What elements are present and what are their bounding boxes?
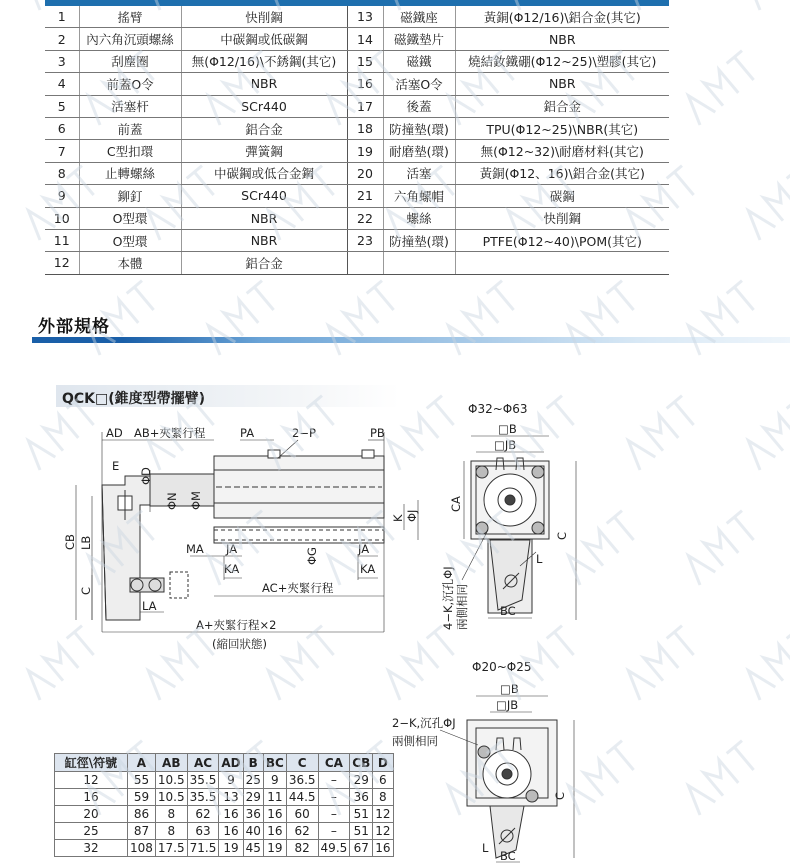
part-no: 9 bbox=[45, 185, 79, 207]
part-name-right: 防撞墊(環) bbox=[383, 117, 455, 139]
dim-ja2: JA bbox=[358, 542, 370, 556]
bore-range-small: Φ20~Φ25 bbox=[472, 660, 532, 674]
both-sides-note: 兩側相同 bbox=[455, 584, 469, 630]
dimension-value-cell: 63 bbox=[187, 823, 219, 840]
part-name: 本體 bbox=[79, 252, 181, 274]
part-name-right: 磁鐵座 bbox=[383, 6, 455, 28]
part-name: 內六角沉頭螺絲 bbox=[79, 28, 181, 50]
dimension-value-cell: 36.5 bbox=[286, 772, 318, 789]
dim-om: ΦM bbox=[189, 491, 203, 510]
part-no: 3 bbox=[45, 50, 79, 72]
part-no: 1 bbox=[45, 6, 79, 28]
part-name-right: 後蓋 bbox=[383, 95, 455, 117]
part-name-right: 磁鐵墊片 bbox=[383, 28, 455, 50]
dimension-header-cell: AB bbox=[155, 754, 187, 772]
part-no: 8 bbox=[45, 162, 79, 184]
part-material: NBR bbox=[181, 73, 347, 95]
dimension-value-cell: 44.5 bbox=[286, 789, 318, 806]
dimension-value-cell: 9 bbox=[263, 772, 286, 789]
bore-size-cell: 25 bbox=[55, 823, 128, 840]
dimension-value-cell: 10.5 bbox=[155, 789, 187, 806]
dim-la: LA bbox=[142, 599, 157, 613]
part-material-right: NBR bbox=[455, 73, 669, 95]
dimension-value-cell: 51 bbox=[350, 806, 373, 823]
part-material-right: 快削鋼 bbox=[455, 207, 669, 229]
dim-c-small: C bbox=[553, 791, 567, 800]
dimension-value-cell: 62 bbox=[187, 806, 219, 823]
dimension-value-cell: 71.5 bbox=[187, 840, 219, 857]
counterbore-note-small: 2−K,沉孔ΦJ bbox=[392, 716, 456, 730]
dimension-value-cell: – bbox=[318, 772, 350, 789]
part-name: C型扣環 bbox=[79, 140, 181, 162]
part-no: 12 bbox=[45, 252, 79, 274]
part-material-right: 黃銅(Φ12、16)\鋁合金(其它) bbox=[455, 162, 669, 184]
dimension-value-cell: 40 bbox=[243, 823, 263, 840]
part-no: 2 bbox=[45, 28, 79, 50]
dimension-value-cell: 12 bbox=[373, 806, 393, 823]
dimension-value-cell: 35.5 bbox=[187, 772, 219, 789]
dimension-value-cell: – bbox=[318, 806, 350, 823]
dimension-value-cell: 8 bbox=[155, 806, 187, 823]
dim-c2: C bbox=[555, 531, 569, 540]
retracted-state-note: (縮回狀態) bbox=[212, 637, 267, 651]
part-material: 鋁合金 bbox=[181, 117, 347, 139]
bore-range-large: Φ32~Φ63 bbox=[468, 402, 528, 416]
dim-bc-small: BC bbox=[500, 849, 516, 863]
dimension-value-cell: 82 bbox=[286, 840, 318, 857]
part-material-right: 碳鋼 bbox=[455, 185, 669, 207]
part-name: 止轉螺絲 bbox=[79, 162, 181, 184]
dimensions-row bbox=[55, 823, 394, 840]
dim-c: C bbox=[79, 586, 93, 595]
dim-ca: CA bbox=[449, 496, 463, 512]
part-no: 6 bbox=[45, 117, 79, 139]
dimension-value-cell: 87 bbox=[128, 823, 156, 840]
part-material-right: 無(Φ12~32)\耐磨材料(其它) bbox=[455, 140, 669, 162]
dimension-header-cell: D bbox=[373, 754, 393, 772]
dimension-value-cell: 29 bbox=[243, 789, 263, 806]
dimension-value-cell: 16 bbox=[219, 806, 243, 823]
dimensions-table bbox=[54, 753, 394, 857]
dimension-value-cell: 16 bbox=[263, 806, 286, 823]
dimension-value-cell: 13 bbox=[219, 789, 243, 806]
part-no-right: 23 bbox=[347, 229, 383, 251]
part-no-right: 19 bbox=[347, 140, 383, 162]
dim-ad: AD bbox=[106, 426, 123, 440]
dim-l: L bbox=[536, 552, 543, 566]
part-name: 搖臂 bbox=[79, 6, 181, 28]
dimension-value-cell: 19 bbox=[263, 840, 286, 857]
part-material: NBR bbox=[181, 229, 347, 251]
dimension-value-cell: 67 bbox=[350, 840, 373, 857]
bore-size-cell: 12 bbox=[55, 772, 128, 789]
dimension-value-cell: 86 bbox=[128, 806, 156, 823]
dimension-value-cell: 49.5 bbox=[318, 840, 350, 857]
dimension-value-cell: 12 bbox=[373, 823, 393, 840]
dimension-value-cell: 29 bbox=[350, 772, 373, 789]
dimensions-header-row bbox=[55, 754, 394, 772]
part-no: 10 bbox=[45, 207, 79, 229]
part-material: 快削鋼 bbox=[181, 6, 347, 28]
bore-size-cell: 32 bbox=[55, 840, 128, 857]
dimension-header-cell: AC bbox=[187, 754, 219, 772]
dimension-value-cell: 19 bbox=[219, 840, 243, 857]
dim-og: ΦG bbox=[305, 547, 319, 565]
part-material: 中碳鋼或低碳鋼 bbox=[181, 28, 347, 50]
both-sides-note-small: 兩側相同 bbox=[392, 734, 438, 748]
part-no-right: 20 bbox=[347, 162, 383, 184]
dim-l-small: L bbox=[482, 841, 489, 855]
dimensions-row bbox=[55, 772, 394, 789]
end-view-small bbox=[440, 696, 574, 862]
part-name: O型環 bbox=[79, 229, 181, 251]
section-title: 外部規格 bbox=[38, 317, 110, 337]
dimension-value-cell: 55 bbox=[128, 772, 156, 789]
part-no: 7 bbox=[45, 140, 79, 162]
part-name-right: 活塞 bbox=[383, 162, 455, 184]
dim-ab: AB+夾緊行程 bbox=[134, 426, 206, 440]
part-no-right: 13 bbox=[347, 6, 383, 28]
front-cover bbox=[150, 474, 214, 506]
dim-oj: ΦJ bbox=[405, 509, 419, 522]
dim-b-small: □B bbox=[500, 682, 519, 696]
part-name-right: 螺絲 bbox=[383, 207, 455, 229]
part-name: 前蓋O令 bbox=[79, 73, 181, 95]
dimension-value-cell: 59 bbox=[128, 789, 156, 806]
part-no-right: 15 bbox=[347, 50, 383, 72]
dimension-value-cell: 45 bbox=[243, 840, 263, 857]
dimension-value-cell: 8 bbox=[155, 823, 187, 840]
dimension-value-cell: 9 bbox=[219, 772, 243, 789]
part-name: O型環 bbox=[79, 207, 181, 229]
part-material: 彈簧鋼 bbox=[181, 140, 347, 162]
dimension-header-cell: CB bbox=[350, 754, 373, 772]
bore-size-cell: 20 bbox=[55, 806, 128, 823]
dimensions-table-body bbox=[55, 754, 394, 857]
dimension-value-cell: 16 bbox=[219, 823, 243, 840]
dim-ja: JA bbox=[226, 542, 238, 556]
dim-ka2: KA bbox=[360, 562, 376, 576]
dimension-value-cell: 11 bbox=[263, 789, 286, 806]
dimension-value-cell: 8 bbox=[373, 789, 393, 806]
dim-a: A+夾緊行程×2 bbox=[196, 618, 277, 632]
part-name-right: 防撞墊(環) bbox=[383, 229, 455, 251]
dim-ka: KA bbox=[224, 562, 240, 576]
dim-bc: BC bbox=[500, 604, 516, 618]
dim-jb: □JB bbox=[494, 438, 517, 452]
dimension-value-cell: – bbox=[318, 823, 350, 840]
dim-2p: 2−P bbox=[292, 426, 316, 440]
part-name: 鉚釘 bbox=[79, 185, 181, 207]
dim-ac: AC+夾緊行程 bbox=[262, 581, 334, 595]
part-material-right: NBR bbox=[455, 28, 669, 50]
dim-b: □B bbox=[498, 422, 517, 436]
part-material: NBR bbox=[181, 207, 347, 229]
dimension-value-cell: 60 bbox=[286, 806, 318, 823]
part-material-right: PTFE(Φ12~40)\POM(其它) bbox=[455, 229, 669, 251]
dimension-header-cell: B bbox=[243, 754, 263, 772]
dim-lb: LB bbox=[79, 535, 93, 550]
part-material: 無(Φ12/16)\不銹鋼(其它) bbox=[181, 50, 347, 72]
part-name: 刮塵圈 bbox=[79, 50, 181, 72]
model-title: QCK□(錐度型帶擺臂) bbox=[62, 391, 206, 407]
part-name: 活塞杆 bbox=[79, 95, 181, 117]
dimension-value-cell: 51 bbox=[350, 823, 373, 840]
dimension-value-cell: 36 bbox=[350, 789, 373, 806]
part-name: 前蓋 bbox=[79, 117, 181, 139]
part-name-right: 活塞O令 bbox=[383, 73, 455, 95]
dim-k: K bbox=[391, 514, 405, 522]
part-material: SCr440 bbox=[181, 95, 347, 117]
dim-pa: PA bbox=[240, 426, 255, 440]
dim-od: ΦD bbox=[139, 467, 153, 485]
part-material-right: 燒結釹鐵硼(Φ12~25)\塑膠(其它) bbox=[455, 50, 669, 72]
bore-size-cell: 16 bbox=[55, 789, 128, 806]
dim-cb: CB bbox=[63, 534, 77, 550]
part-name-right: 六角螺帽 bbox=[383, 185, 455, 207]
end-view-large bbox=[462, 436, 576, 620]
dimension-header-cell: C bbox=[286, 754, 318, 772]
dimension-header-cell: 缸徑\符號 bbox=[55, 754, 128, 772]
part-no-right: 21 bbox=[347, 185, 383, 207]
dim-e: E bbox=[112, 459, 120, 473]
dimension-value-cell: 35.5 bbox=[187, 789, 219, 806]
part-no: 5 bbox=[45, 95, 79, 117]
part-no-right: 14 bbox=[347, 28, 383, 50]
dimension-header-cell: AD bbox=[219, 754, 243, 772]
part-material: SCr440 bbox=[181, 185, 347, 207]
dimension-value-cell: 16 bbox=[373, 840, 393, 857]
part-material: 中碳鋼或低合金鋼 bbox=[181, 162, 347, 184]
part-no-right: 18 bbox=[347, 117, 383, 139]
dim-jb-small: □JB bbox=[496, 698, 519, 712]
part-no: 4 bbox=[45, 73, 79, 95]
part-no-right: 16 bbox=[347, 73, 383, 95]
part-material-right: 黃銅(Φ12/16)\鋁合金(其它) bbox=[455, 6, 669, 28]
dimension-header-cell: CA bbox=[318, 754, 350, 772]
dimension-header-cell: A bbox=[128, 754, 156, 772]
dimension-value-cell: 6 bbox=[373, 772, 393, 789]
dimension-value-cell: – bbox=[318, 789, 350, 806]
dimensions-row bbox=[55, 840, 394, 857]
side-view bbox=[76, 432, 418, 632]
part-no-right: 17 bbox=[347, 95, 383, 117]
part-name-right: 磁鐵 bbox=[383, 50, 455, 72]
dimension-header-cell: BC bbox=[263, 754, 286, 772]
dimension-value-cell: 10.5 bbox=[155, 772, 187, 789]
dimension-value-cell: 108 bbox=[128, 840, 156, 857]
dim-on: ΦN bbox=[165, 492, 179, 510]
dim-ma: MA bbox=[186, 542, 204, 556]
dimension-value-cell: 17.5 bbox=[155, 840, 187, 857]
part-material: 鋁合金 bbox=[181, 252, 347, 274]
part-name-right: 耐磨墊(環) bbox=[383, 140, 455, 162]
dimension-value-cell: 16 bbox=[263, 823, 286, 840]
dimensions-row bbox=[55, 789, 394, 806]
dimension-value-cell: 62 bbox=[286, 823, 318, 840]
part-material-right: TPU(Φ12~25)\NBR(其它) bbox=[455, 117, 669, 139]
part-no: 11 bbox=[45, 229, 79, 251]
dim-pb: PB bbox=[370, 426, 385, 440]
dimension-value-cell: 25 bbox=[243, 772, 263, 789]
dimensions-row bbox=[55, 806, 394, 823]
dimension-value-cell: 36 bbox=[243, 806, 263, 823]
counterbore-note: 4−K,沉孔ΦJ bbox=[441, 566, 455, 630]
part-no-right: 22 bbox=[347, 207, 383, 229]
part-material-right: 鋁合金 bbox=[455, 95, 669, 117]
